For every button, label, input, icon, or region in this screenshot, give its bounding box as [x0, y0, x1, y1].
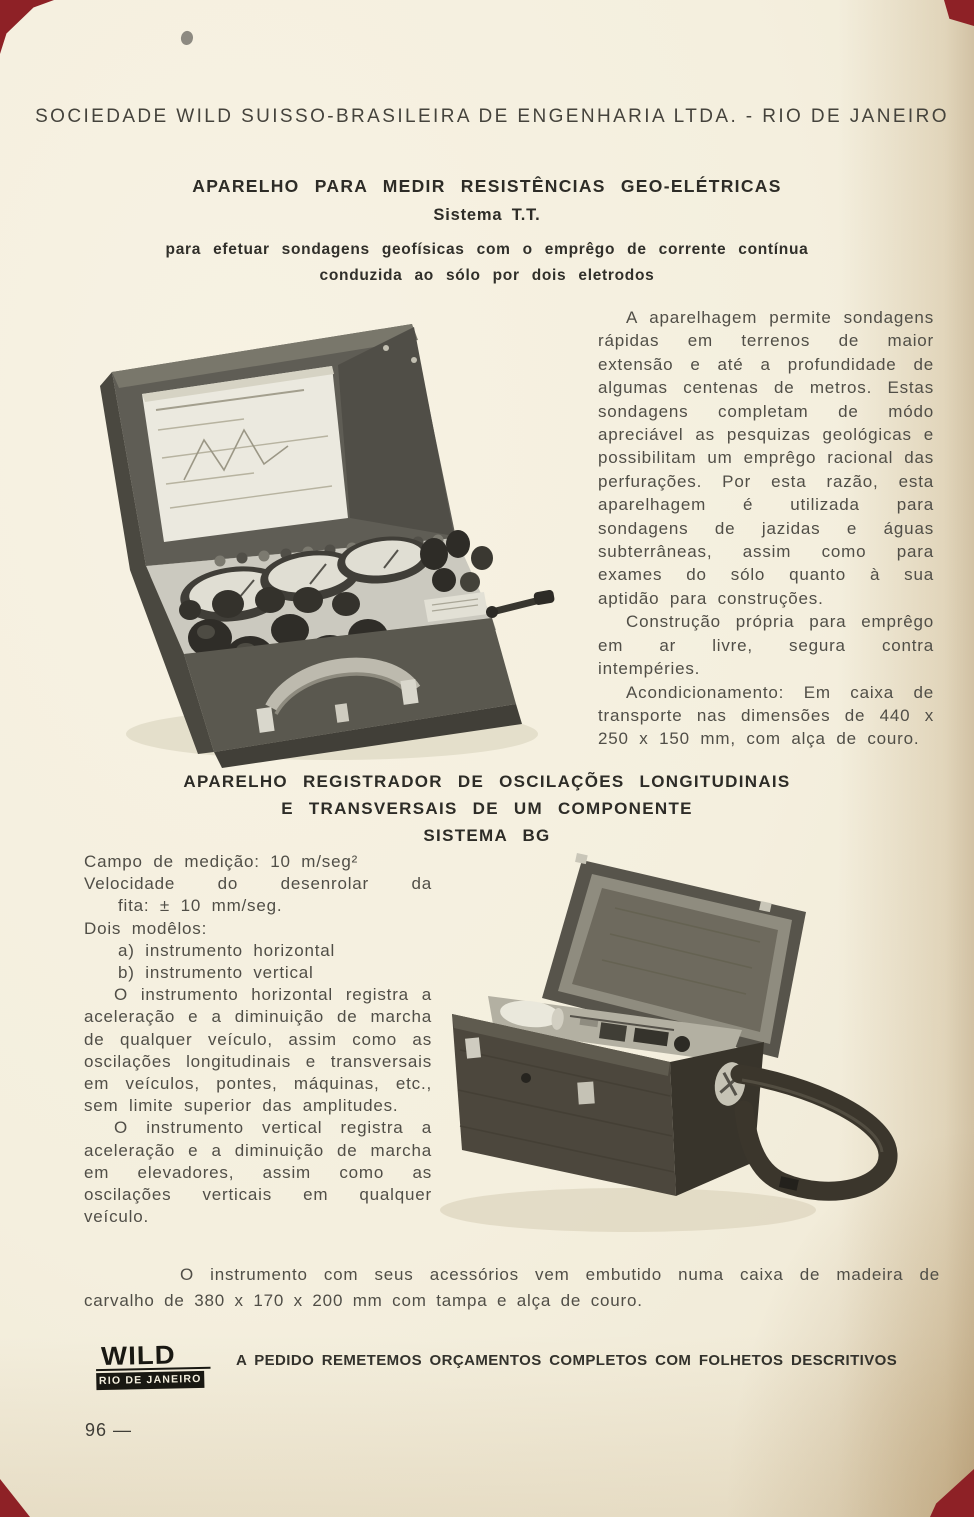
page-number: 96 — [85, 1420, 133, 1440]
wild-logo-city: RIO DE JANEIRO [96, 1371, 204, 1390]
body-paragraph: O instrumento horizontal registra a aceleração e a diminuição de marcha de qualquer veículo, assim como as oscilações longitudinais e transversais em veículos, pontes, máquinas, etc., sem limite superior das amplitudes. [84, 985, 432, 1116]
crank-handle [486, 589, 555, 618]
closing-paragraph: O instrumento com seus acessórios vem embutido numa caixa de madeira de carvalho de 380 x 170 x 200 mm com tampa e alça de couro. [84, 1265, 940, 1310]
section2-title-line1: APARELHO REGISTRADOR DE OSCILAÇÕES LONGITUDINAIS [183, 772, 791, 791]
spec-line: Dois modêlos: [84, 918, 208, 938]
photo-shadow [440, 1188, 816, 1232]
section1-system: Sistema T.T. [433, 206, 541, 224]
section1-body [598, 306, 934, 751]
section1-tagline-line1: para efetuar sondagens geofísicas com o emprêgo de corrente contínua [165, 241, 809, 258]
spec-line: Velocidade do desenrolar da [84, 874, 432, 894]
scan-corner-mark-top-right [944, 0, 974, 26]
scan-corner-mark-bottom-left [0, 1479, 30, 1517]
photo-geoelectric-meter-case [92, 308, 566, 770]
section2-title-line3: SISTEMA BG [423, 826, 551, 845]
scan-speck [179, 29, 195, 46]
photo-oscillation-recorder-case [430, 848, 938, 1250]
latch [577, 1081, 594, 1104]
wild-logo [96, 1339, 205, 1390]
scan-corner-mark-bottom-right [930, 1469, 974, 1517]
wild-logo-text: WILD [96, 1343, 211, 1371]
section1-title: APARELHO PARA MEDIR RESISTÊNCIAS GEO-ELÉTRICAS [192, 176, 782, 196]
section2-body [84, 851, 432, 1228]
spec-line: a) instrumento horizontal [118, 940, 336, 960]
body-paragraph: Construção própria para emprêgo em ar livre, segura contra intempéries. [598, 612, 934, 679]
page-header: SOCIEDADE WILD SUISSO-BRASILEIRA DE ENGENHARIA LTDA. - RIO DE JANEIRO [35, 106, 949, 127]
leather-strap [711, 1060, 888, 1191]
latch [465, 1037, 481, 1058]
closing-paragraph-block [84, 1262, 940, 1314]
section2-title-line2: E TRANSVERSAIS DE UM COMPONENTE [281, 799, 693, 818]
footer-slogan: A PEDIDO REMETEMOS ORÇAMENTOS COMPLETOS COM FOLHETOS DESCRITIVOS [236, 1352, 898, 1369]
body-paragraph: Acondicionamento: Em caixa de transporte nas dimensões de 440 x 250 x 150 mm, com alça de couro. [598, 682, 934, 749]
scan-corner-mark-top-left [0, 0, 54, 54]
body-paragraph: A aparelhagem permite sondagens rápidas em terrenos de maior extensão e até a profundidade de algumas centenas de metros. Estas sondagens completam de módo apreciável as pesquizas geológicas e possibilitam um emprêgo racional das perfurações. Por esta razão, esta aparelhagem é utilizada para sondagens de jazidas e águas subterrâneas, assim como para exames do sólo quanto à sua aptidão para construções. [598, 308, 934, 608]
spec-line: Campo de medição: 10 m/seg² [84, 852, 359, 871]
section1-tagline-line2: conduzida ao sólo por dois eletrodos [319, 267, 655, 284]
body-paragraph: O instrumento vertical registra a aceleração e a diminuição de marcha em elevadores, assim como as oscilações verticais em qualquer veículo. [84, 1118, 432, 1227]
spec-line: fita: ± 10 mm/seg. [118, 896, 283, 916]
spec-line: b) instrumento vertical [118, 963, 314, 983]
